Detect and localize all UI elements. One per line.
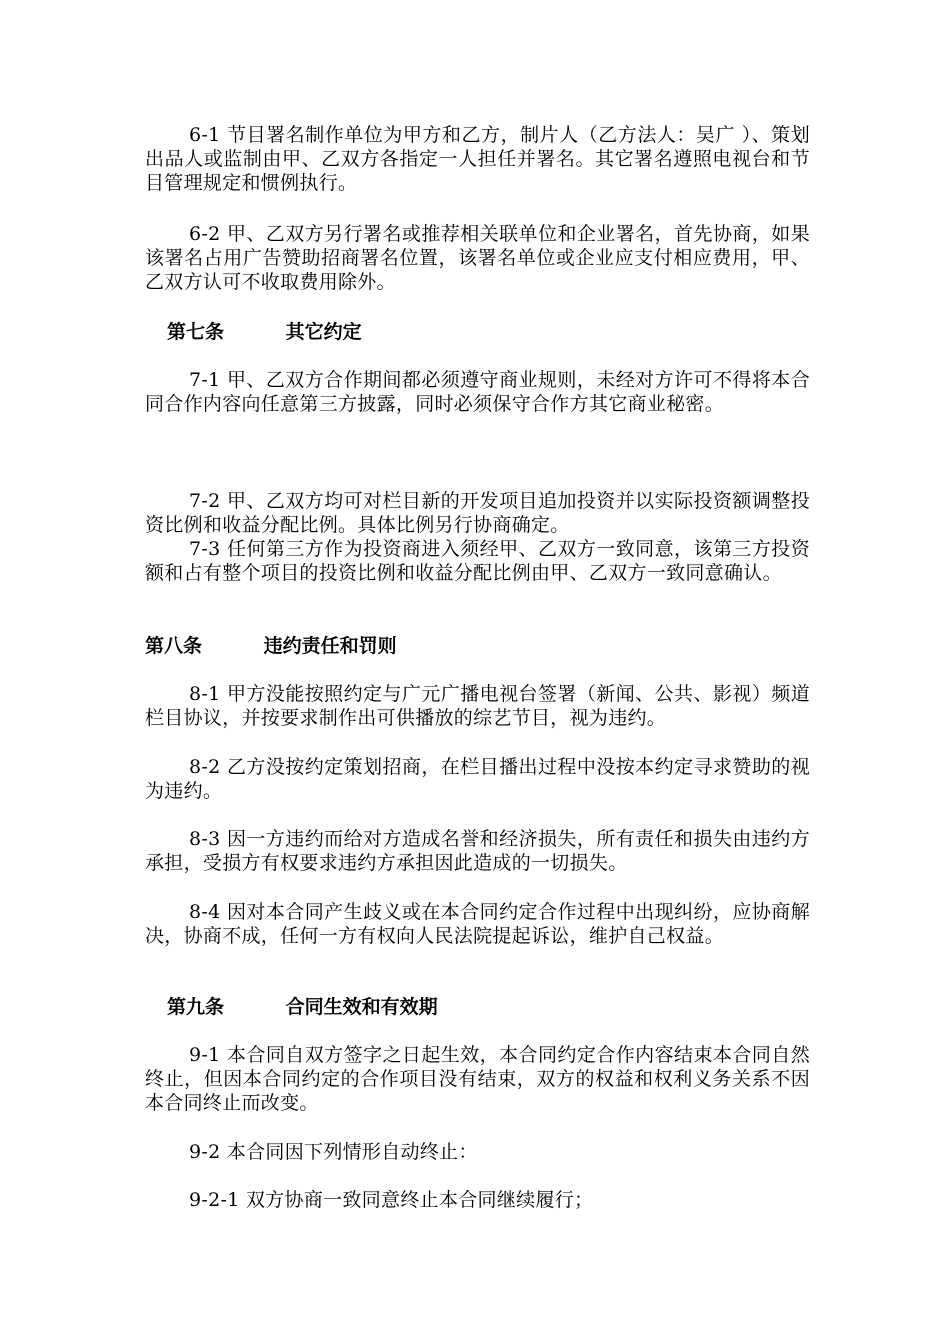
article-7-title: 其它约定 xyxy=(285,321,362,343)
article-8-number: 第八条 xyxy=(145,635,203,657)
clause-9-2-1: 9-2-1 双方协商一致同意终止本合同继续履行； xyxy=(189,1189,594,1211)
clause-6-1: 6-1 节目署名制作单位为甲方和乙方，制片人（乙方法人：吴广 ）、策划出品人或监制由甲、乙双方各指定一人担任并署名。其它署名遵照电视台和节目管理规定和惯例执行。 xyxy=(145,124,810,194)
article-8-title: 违约责任和罚则 xyxy=(263,635,397,657)
article-9-number: 第九条 xyxy=(167,996,225,1018)
clause-7-1: 7-1 甲、乙双方合作期间都必须遵守商业规则，未经对方许可不得将本合同合作内容向任意第三方披露，同时必须保守合作方其它商业秘密。 xyxy=(145,369,810,415)
article-8-heading xyxy=(145,634,397,658)
clause-9-2: 9-2 本合同因下列情形自动终止： xyxy=(189,1141,478,1163)
article-9-title: 合同生效和有效期 xyxy=(285,996,438,1018)
clause-7-3: 7-3 任何第三方作为投资商进入须经甲、乙双方一致同意，该第三方投资额和占有整个项目的投资比例和收益分配比例由甲、乙双方一致同意确认。 xyxy=(145,538,810,584)
article-7-heading xyxy=(167,320,362,344)
clause-8-1: 8-1 甲方没能按照约定与广元广播电视台签署（新闻、公共、影视）频道栏目协议，并按要求制作出可供播放的综艺节目，视为违约。 xyxy=(145,683,810,729)
clause-6-2: 6-2 甲、乙双方另行署名或推荐相关联单位和企业署名，首先协商，如果该署名占用广告赞助招商署名位置，该署名单位或企业应支付相应费用，甲、乙双方认可不收取费用除外。 xyxy=(145,223,810,293)
article-9-heading xyxy=(167,995,438,1019)
clause-8-4: 8-4 因对本合同产生歧义或在本合同约定合作过程中出现纠纷，应协商解决，协商不成，任何一方有权向人民法院提起诉讼，维护自己权益。 xyxy=(145,901,810,947)
clause-7-2: 7-2 甲、乙双方均可对栏目新的开发项目追加投资并以实际投资额调整投资比例和收益分配比例。具体比例另行协商确定。 xyxy=(145,490,810,536)
clause-9-1: 9-1 本合同自双方签字之日起生效，本合同约定合作内容结束本合同自然终止，但因本合同约定的合作项目没有结束，双方的权益和权利义务关系不因本合同终止而改变。 xyxy=(145,1044,810,1114)
clause-8-2: 8-2 乙方没按约定策划招商，在栏目播出过程中没按本约定寻求赞助的视为违约。 xyxy=(145,756,810,802)
clause-8-3: 8-3 因一方违约而给对方造成名誉和经济损失，所有责任和损失由违约方承担，受损方有权要求违约方承担因此造成的一切损失。 xyxy=(145,828,810,874)
article-7-number: 第七条 xyxy=(167,321,225,343)
